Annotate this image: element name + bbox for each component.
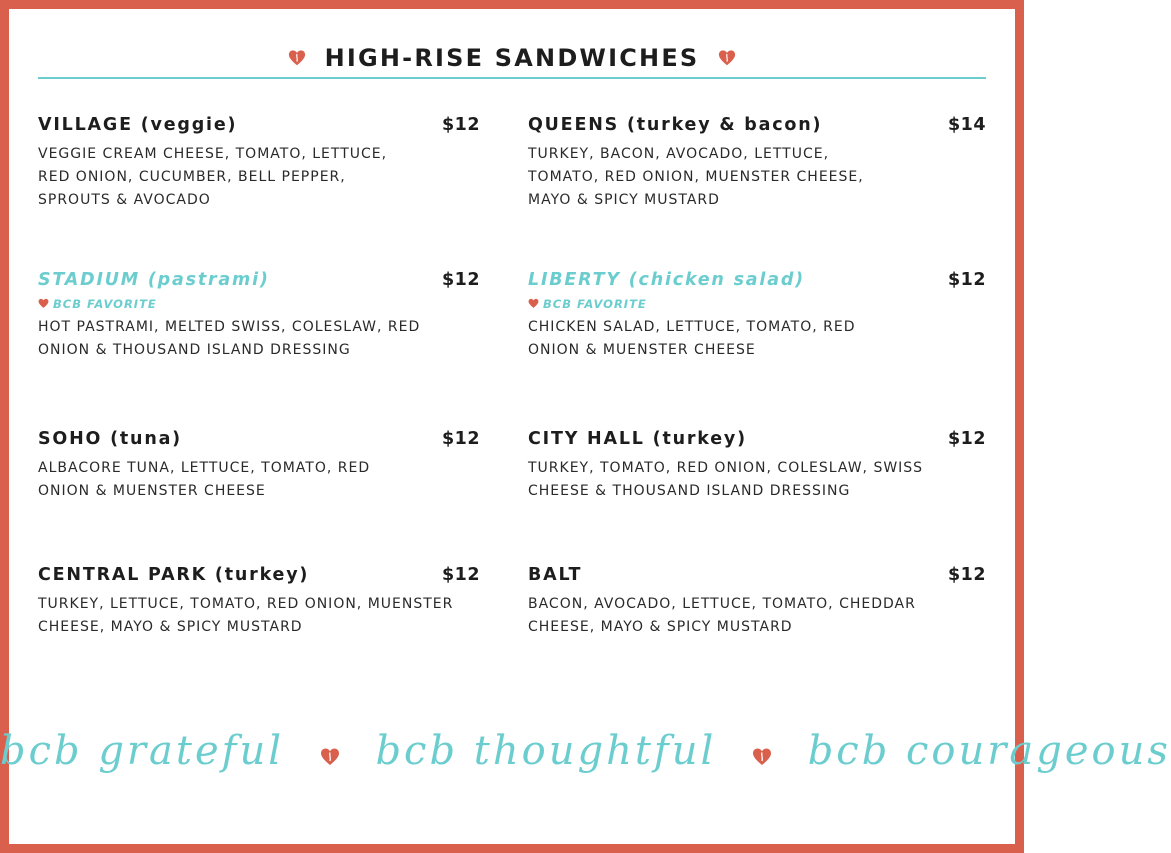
menu-title bbox=[0, 44, 1024, 73]
coffee-bean-heart-icon bbox=[288, 45, 306, 73]
item-description: VEGGIE CREAM CHEESE, TOMATO, LETTUCE, RED ONION, CUCUMBER, BELL PEPPER, SPROUTS & AVOCADO bbox=[38, 146, 388, 208]
item-price: $12 bbox=[947, 429, 986, 449]
tagline-thoughtful: bcb thoughtful bbox=[375, 728, 717, 774]
item-price: $12 bbox=[441, 115, 480, 135]
menu-item-soho bbox=[38, 429, 480, 503]
item-name: CENTRAL PARK (turkey) bbox=[38, 565, 310, 585]
favorite-badge-text: BCB FAVORITE bbox=[543, 297, 647, 311]
item-description: TURKEY, LETTUCE, TOMATO, RED ONION, MUENSTER CHEESE, MAYO & SPICY MUSTARD bbox=[38, 596, 454, 635]
item-description: BACON, AVOCADO, LETTUCE, TOMATO, CHEDDAR CHEESE, MAYO & SPICY MUSTARD bbox=[528, 596, 916, 635]
coffee-bean-heart-icon bbox=[528, 297, 539, 313]
item-description: ALBACORE TUNA, LETTUCE, TOMATO, RED ONION & MUENSTER CHEESE bbox=[38, 460, 371, 499]
item-price: $12 bbox=[947, 565, 986, 585]
item-description: TURKEY, BACON, AVOCADO, LETTUCE, TOMATO, RED ONION, MUENSTER CHEESE, MAYO & SPICY MUSTARD bbox=[528, 146, 864, 208]
menu-title-text: HIGH-RISE SANDWICHES bbox=[324, 44, 700, 72]
menu-item-liberty bbox=[528, 270, 986, 362]
item-price: $12 bbox=[441, 565, 480, 585]
menu-item-central-park bbox=[38, 565, 480, 639]
item-name: VILLAGE (veggie) bbox=[38, 115, 238, 135]
item-price: $12 bbox=[441, 270, 480, 290]
item-name: SOHO (tuna) bbox=[38, 429, 182, 449]
menu-item-stadium bbox=[38, 270, 480, 362]
item-price: $14 bbox=[947, 115, 986, 135]
item-price: $12 bbox=[947, 270, 986, 290]
coffee-bean-heart-icon bbox=[38, 297, 49, 313]
item-name: LIBERTY (chicken salad) bbox=[528, 270, 805, 290]
item-description: HOT PASTRAMI, MELTED SWISS, COLESLAW, RED ONION & THOUSAND ISLAND DRESSING bbox=[38, 319, 421, 358]
item-name: BALT bbox=[528, 565, 583, 585]
favorite-badge-text: BCB FAVORITE bbox=[53, 297, 157, 311]
item-price: $12 bbox=[441, 429, 480, 449]
brand-tagline bbox=[0, 728, 1171, 777]
favorite-badge bbox=[38, 296, 480, 312]
item-name: QUEENS (turkey & bacon) bbox=[528, 115, 823, 135]
menu-item-city-hall bbox=[528, 429, 986, 503]
menu-item-balt bbox=[528, 565, 986, 639]
menu-item-village bbox=[38, 115, 480, 212]
favorite-badge bbox=[528, 296, 986, 312]
item-name: STADIUM (pastrami) bbox=[38, 270, 270, 290]
coffee-bean-heart-icon bbox=[320, 731, 340, 777]
coffee-bean-heart-icon bbox=[752, 731, 772, 777]
title-divider bbox=[38, 77, 986, 79]
coffee-bean-heart-icon bbox=[718, 45, 736, 73]
tagline-courageous: bcb courageous bbox=[807, 728, 1171, 774]
tagline-grateful: bcb grateful bbox=[0, 728, 285, 774]
item-description: CHICKEN SALAD, LETTUCE, TOMATO, RED ONION & MUENSTER CHEESE bbox=[528, 319, 856, 358]
item-name: CITY HALL (turkey) bbox=[528, 429, 747, 449]
menu-item-queens bbox=[528, 115, 986, 212]
item-description: TURKEY, TOMATO, RED ONION, COLESLAW, SWISS CHEESE & THOUSAND ISLAND DRESSING bbox=[528, 460, 924, 499]
